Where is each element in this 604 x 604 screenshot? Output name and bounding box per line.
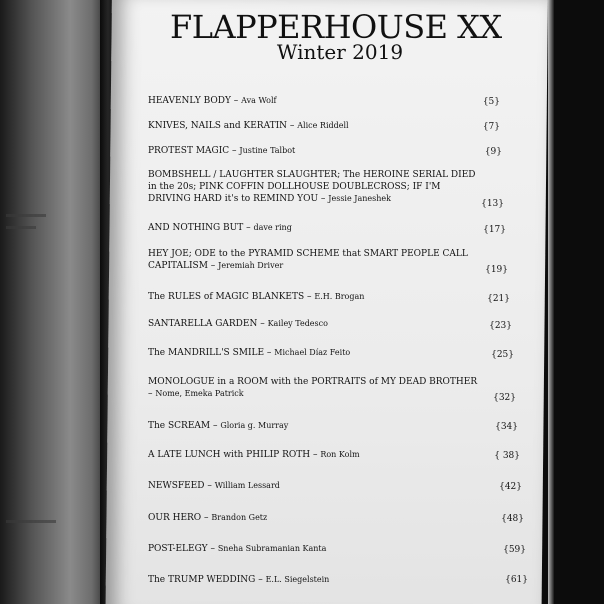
entry-separator: – xyxy=(148,389,156,399)
entry-title: The RULES of MAGIC BLANKETS xyxy=(148,292,305,302)
page-number: {59} xyxy=(503,545,526,555)
entry-separator: – xyxy=(229,146,240,156)
left-page-text-fragment xyxy=(6,226,36,229)
toc-entry xyxy=(148,543,478,555)
left-page-text-fragment xyxy=(6,214,46,217)
toc-entry xyxy=(148,291,478,303)
issue-subtitle: Winter 2019 xyxy=(276,40,404,64)
entry-title: POST-ELEGY xyxy=(148,544,208,554)
entry-author: Sneha Subramanian Kanta xyxy=(217,544,327,553)
left-page-text-fragment xyxy=(6,520,56,523)
entry-title: The MANDRILL'S SMILE xyxy=(148,348,265,358)
page-number: {13} xyxy=(481,199,504,209)
entry-title: A LATE LUNCH with PHILIP ROTH xyxy=(148,450,311,460)
entry-separator: – xyxy=(243,223,254,233)
page-number: {7} xyxy=(482,122,500,132)
page-number: {21} xyxy=(487,294,510,304)
entry-separator: – xyxy=(255,575,266,585)
toc-entry xyxy=(148,420,478,432)
page-number: {9} xyxy=(484,147,502,157)
left-page xyxy=(0,0,108,604)
toc-entry xyxy=(148,318,478,330)
entry-author: William Lessard xyxy=(214,481,280,490)
toc-entry xyxy=(148,248,478,272)
entry-title: SANTARELLA GARDEN xyxy=(148,319,258,329)
entry-separator: – xyxy=(207,261,219,271)
entry-author: Jessie Janeshek xyxy=(328,194,391,203)
entry-separator: – xyxy=(264,348,275,358)
entry-title: HEY JOE; ODE to the PYRAMID SCHEME that SMART PEOPLE CALL CAPITALISM xyxy=(148,249,468,271)
page-number: {17} xyxy=(483,225,506,235)
toc-entry xyxy=(148,222,478,234)
entry-author: Jeremiah Driver xyxy=(218,261,284,270)
toc-entry xyxy=(148,376,480,400)
entry-separator: – xyxy=(310,450,321,460)
entry-title: HEAVENLY BODY xyxy=(148,96,231,106)
page-number: { 38} xyxy=(494,451,520,461)
entry-title: BOMBSHELL / LAUGHTER SLAUGHTER; The HEROINE SERIAL DIED in the 20s; PINK COFFIN DOLLHOUSE DOUBLECROSS; IF I'M DRIVING HARD it's to REMIND YOU xyxy=(148,170,476,204)
entry-author: Justine Talbot xyxy=(239,146,296,155)
entry-author: E.H. Brogan xyxy=(314,292,365,301)
entry-author: dave ring xyxy=(253,223,292,232)
entry-separator: – xyxy=(230,96,242,106)
entry-author: Ava Wolf xyxy=(241,96,277,105)
toc-entry xyxy=(148,95,478,107)
magazine-title: FLAPPERHOUSE XX xyxy=(170,8,502,46)
toc-entry xyxy=(148,480,478,492)
entry-author: E.L. Siegelstein xyxy=(265,575,330,584)
entry-separator: – xyxy=(207,544,218,554)
entry-author: Gloria g. Murray xyxy=(220,421,289,430)
toc-entry xyxy=(148,120,478,132)
entry-separator: – xyxy=(287,121,298,131)
entry-separator: – xyxy=(210,421,221,431)
toc-entry xyxy=(148,145,478,157)
toc-entry xyxy=(148,449,478,461)
entry-title: AND NOTHING BUT xyxy=(148,223,244,233)
entry-separator: – xyxy=(201,513,212,523)
entry-title: MONOLOGUE in a ROOM with the PORTRAITS of MY DEAD BROTHER xyxy=(148,377,478,387)
page-number: {48} xyxy=(501,514,524,524)
page-number: {32} xyxy=(493,393,516,403)
page-number: {5} xyxy=(482,97,500,107)
page-number: {42} xyxy=(499,482,522,492)
entry-title: NEWSFEED xyxy=(148,481,205,491)
page-number: {34} xyxy=(495,422,518,432)
toc-entry xyxy=(148,169,478,205)
entry-author: Nome, Emeka Patrick xyxy=(155,389,244,398)
toc-entry xyxy=(148,347,478,359)
entry-title: OUR HERO xyxy=(148,513,202,523)
entry-title: The SCREAM xyxy=(148,421,211,431)
entry-author: Michael Díaz Feito xyxy=(274,348,351,357)
entry-separator: – xyxy=(257,319,268,329)
entry-author: Kailey Tedesco xyxy=(267,319,328,328)
entry-title: KNIVES, NAILS and KERATIN xyxy=(148,121,288,131)
page-number: {23} xyxy=(489,321,512,331)
page-number: {19} xyxy=(485,265,508,275)
entry-separator: – xyxy=(204,481,215,491)
entry-author: Brandon Getz xyxy=(211,513,268,522)
entry-separator: – xyxy=(318,194,329,204)
entry-title: PROTEST MAGIC xyxy=(148,146,230,156)
toc-entry xyxy=(148,512,478,524)
page-number: {61} xyxy=(505,575,528,585)
entry-separator: – xyxy=(304,292,315,302)
page-edge xyxy=(548,0,554,604)
entry-author: Ron Kolm xyxy=(320,450,360,459)
page-number: {25} xyxy=(491,350,514,360)
toc-entry xyxy=(148,574,478,586)
entry-title: The TRUMP WEDDING xyxy=(148,575,256,585)
entry-author: Alice Riddell xyxy=(297,121,349,130)
